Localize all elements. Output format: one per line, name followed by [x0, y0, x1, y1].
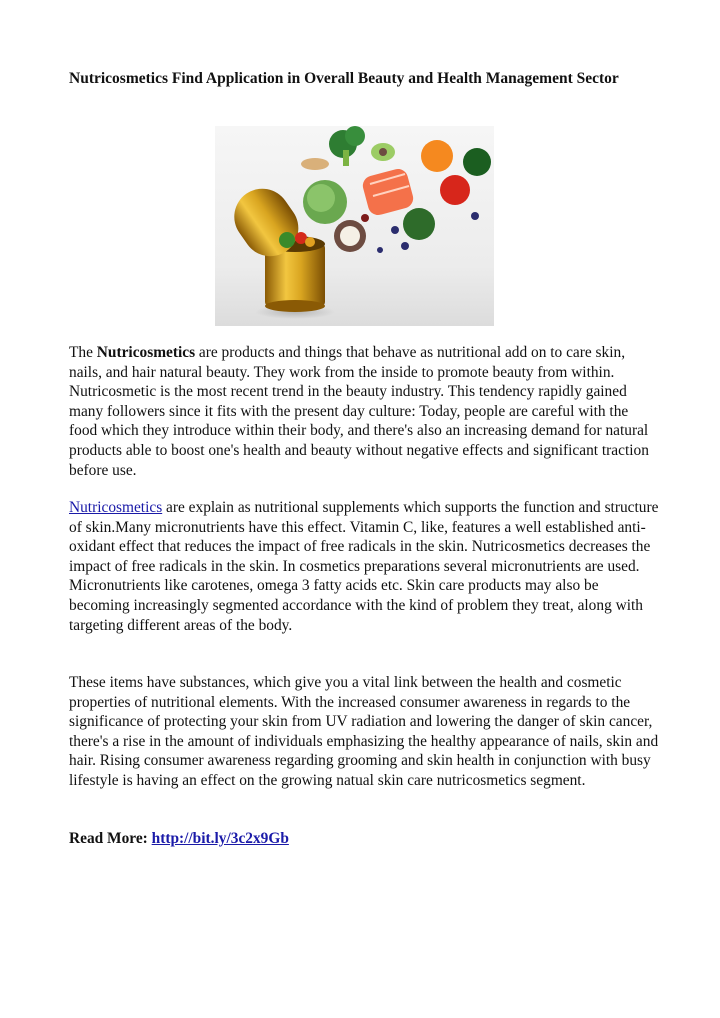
- paragraph-1: [69, 343, 659, 480]
- read-more-line: [69, 829, 659, 849]
- illustration-svg: [215, 126, 494, 326]
- paragraph-3: These items have substances, which give you a vital link between the health and cosmetic properties of nutritional elements. With the increased consumer awareness in regards to the significance of protecting your skin from UV radiation and lowering the danger of skin cancer, there's a rise in the amount of individuals emphasizing the healthy appearance of nails, skin and hair. Rising consumer awareness regarding grooming and skin health in conjunction with busy lifestyle is having an effect on the growing natual skin care nutricosmetics segment.: [69, 674, 659, 789]
- capsule-with-vegetables-image: [215, 126, 494, 326]
- document-title: Nutricosmetics Find Application in Overall Beauty and Health Management Sector: [69, 70, 619, 87]
- paragraph-2-text: are explain as nutritional supplements which supports the function and structure of skin.Many micronutrients have this effect. Vitamin C, like, features a well established anti-oxidant effect that reduces the impact of free radicals in the skin. Nutricosmetics decreases the impact of free radicals in the skin. In cosmetics preparations several micronutrients are used. Micronutrients like carotenes, omega 3 fatty acids etc. Skin care products may also be becoming increasingly segmented accordance with the kind of problem they treat, along with targeting different areas of the body.: [69, 499, 659, 634]
- nutricosmetics-link[interactable]: Nutricosmetics: [69, 499, 163, 516]
- paragraph-1-lead: The: [69, 344, 97, 361]
- read-more-link[interactable]: http://bit.ly/3c2x9Gb: [151, 830, 289, 847]
- paragraph-1-text: are products and things that behave as nutritional add on to care skin, nails, and hair natural beauty. They work from the inside to promote beauty from within. Nutricosmetic is the most recent trend in the beauty industry. This tendency rapidly gained many followers since it fits with the present day culture: Today, people are careful with the food which they introduce within their body, and there's also an increasing demand for natural products able to boost one's health and beauty without negative effects and significant traction before use.: [69, 344, 649, 479]
- read-more-label: Read More:: [69, 830, 152, 847]
- nutricosmetics-term: Nutricosmetics: [96, 344, 196, 361]
- paragraph-2: [69, 498, 659, 635]
